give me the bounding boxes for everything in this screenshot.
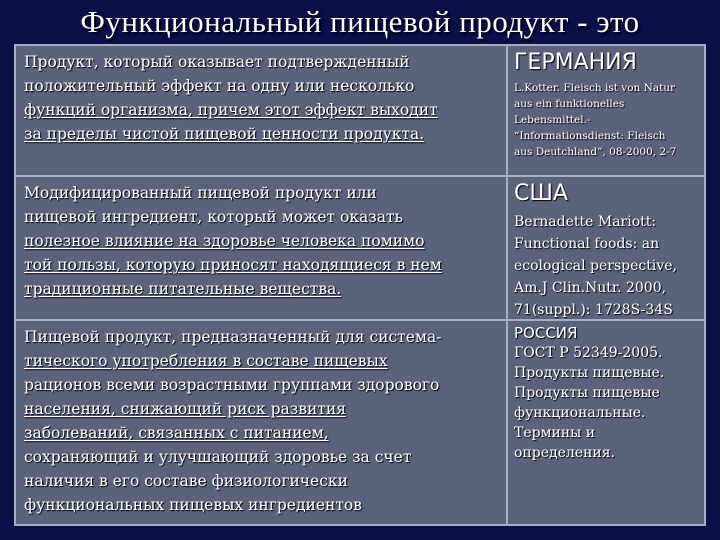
definition-line: Продукт, который оказывает подтвержденный bbox=[24, 53, 410, 71]
definition-line: наличия в его составе физиологически bbox=[24, 472, 348, 490]
definition-line: пищевой ингредиент, который может оказать bbox=[24, 208, 403, 226]
source-line: ecological perspective, bbox=[514, 258, 677, 274]
definition-line: населения, снижающий риск развития bbox=[24, 400, 346, 418]
source-line: aus ein funktionelles bbox=[514, 98, 625, 110]
definition-line: заболеваний, связанных с питанием, bbox=[24, 424, 329, 442]
source-line: функциональные. bbox=[514, 405, 646, 421]
country-label-usa: США bbox=[514, 181, 568, 206]
slide-title: Функциональный пищевой продукт - это bbox=[80, 4, 640, 39]
source-line: определения. bbox=[514, 445, 616, 461]
definition-line: той пользы, которую приносят находящиеся в нем bbox=[24, 256, 442, 274]
country-label-russia: РОССИЯ bbox=[514, 324, 578, 342]
source-line: ГОСТ Р 52349-2005. bbox=[514, 345, 663, 361]
definition-line: функций организма, причем этот эффект выходит bbox=[24, 101, 438, 119]
definition-line: Пищевой продукт, предназначенный для система- bbox=[24, 328, 442, 346]
source-line: Am.J Clin.Nutr. 2000, bbox=[514, 280, 667, 296]
definition-line: функциональных пищевых ингредиентов bbox=[24, 496, 362, 514]
source-line: Термины и bbox=[514, 425, 596, 441]
definition-line: положительный эффект на одну или несколько bbox=[24, 77, 415, 95]
source-line: aus Deutchland”, 08-2000, 2-7 bbox=[514, 146, 677, 158]
definition-line: за пределы чистой пищевой ценности продукта. bbox=[24, 125, 425, 143]
source-russia bbox=[508, 321, 704, 524]
definition-line: полезное влияние на здоровье человека помимо bbox=[24, 232, 425, 250]
definition-russia bbox=[16, 321, 506, 524]
definition-line: сохраняющий и улучшающий здоровье за счет bbox=[24, 448, 412, 466]
source-usa bbox=[508, 177, 704, 319]
source-germany bbox=[508, 46, 704, 175]
definition-line: традиционные питательные вещества. bbox=[24, 280, 342, 298]
source-line: Bernadette Mariott: bbox=[514, 214, 657, 230]
source-line: Продукты пищевые bbox=[514, 385, 660, 401]
country-label-germany: ГЕРМАНИЯ bbox=[514, 50, 637, 75]
source-line: 71(suppl.): 1728S-34S bbox=[514, 302, 673, 318]
definitions-table bbox=[14, 44, 706, 526]
definition-usa bbox=[16, 177, 506, 319]
definition-germany bbox=[16, 46, 506, 175]
source-line: Продукты пищевые. bbox=[514, 365, 665, 381]
definition-line: тического употребления в составе пищевых bbox=[24, 352, 388, 370]
source-line: “Informationsdienst: Fleisch bbox=[514, 130, 666, 142]
definition-line: рационов всеми возрастными группами здорового bbox=[24, 376, 440, 394]
definition-line: Модифицированный пищевой продукт или bbox=[24, 184, 377, 202]
source-line: L.Kotter. Fleisch ist von Natur bbox=[514, 82, 676, 94]
source-line: Lebensmittel.- bbox=[514, 114, 591, 126]
source-line: Functional foods: an bbox=[514, 236, 660, 252]
